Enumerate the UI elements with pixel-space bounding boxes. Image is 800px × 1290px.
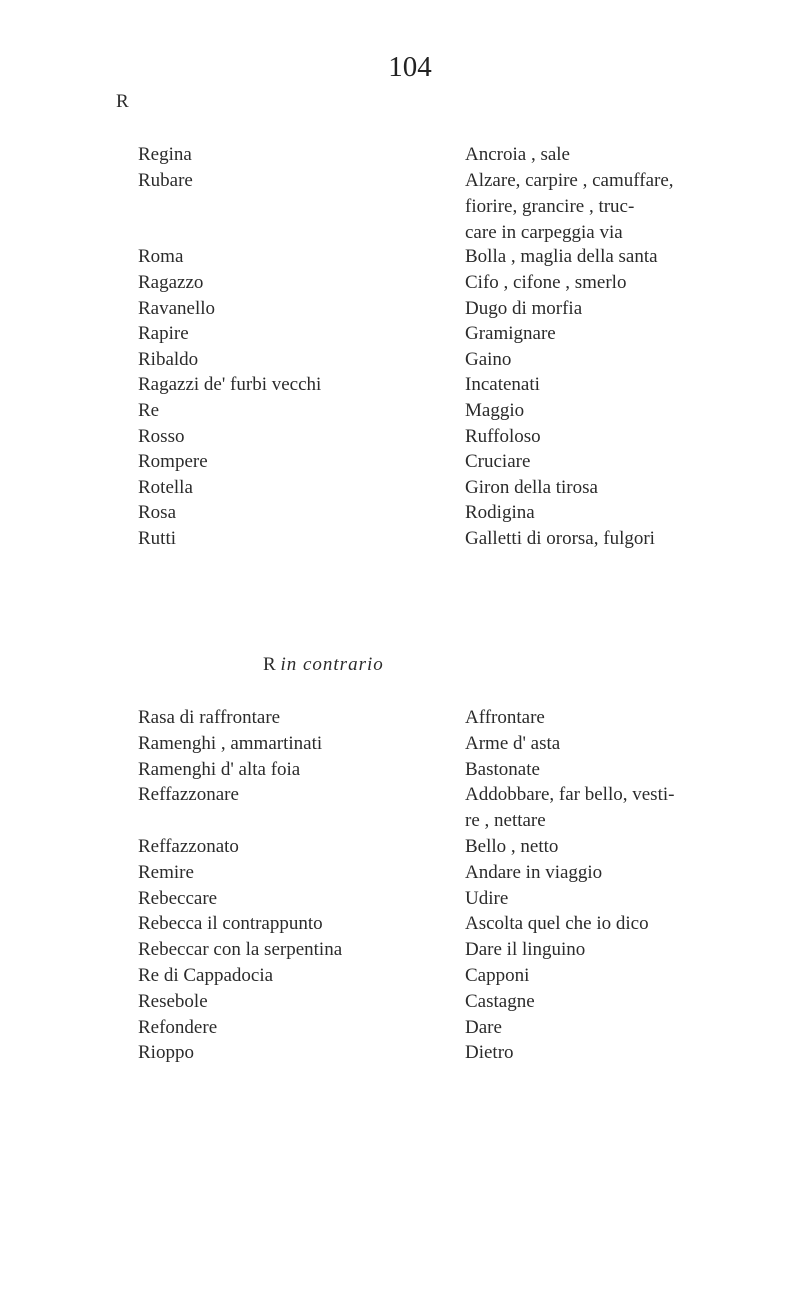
entry-gloss: Dare il linguino (465, 939, 586, 961)
entry-gloss: Castagne (465, 990, 535, 1012)
entry-term: Regina (138, 144, 192, 165)
entry-gloss: Andare in viaggio (465, 861, 603, 883)
entry-term: Ribaldo (138, 348, 199, 370)
entry-gloss: Cruciare (465, 451, 531, 473)
entry-term: Ramenghi , ammartinati (138, 732, 323, 754)
entry-term: Rosso (138, 425, 185, 447)
entry-term: Rotella (138, 476, 193, 498)
subheading (263, 652, 384, 678)
entry-term: Ragazzo (138, 272, 204, 293)
entry-term: Rasa di raffrontare (138, 707, 281, 728)
entry-term: Ramenghi d' alta foia (138, 758, 301, 780)
entry-term: Remire (138, 861, 194, 883)
entry-term: Refondere (138, 1016, 218, 1038)
entry-gloss: Affrontare (465, 707, 545, 728)
entry-term: Reffazzonato (138, 836, 239, 857)
entry-gloss: Addobbare, far bello, vesti- re , nettare (465, 784, 675, 832)
entry-gloss: Ancroia , sale (465, 144, 570, 165)
entry-term: Rebeccar con la serpentina (138, 939, 343, 961)
page-number: 104 (388, 51, 432, 83)
entry-gloss: Galletti di ororsa, fulgori (465, 528, 655, 549)
entry-gloss: Capponi (465, 965, 530, 986)
entry-gloss: Dare (465, 1016, 502, 1038)
entry-term: Rubare (138, 169, 193, 191)
entry-term: Resebole (138, 990, 208, 1012)
entry-gloss: Ascolta quel che io dico (465, 913, 649, 935)
entry-gloss: Alzare, carpire , camuffare, fiorire, grancire , truc- care in carpeggia via (465, 169, 674, 243)
section-letter: R (116, 91, 129, 112)
entry-term: Rioppo (138, 1042, 194, 1064)
entry-term: Reffazzonare (138, 784, 239, 806)
entry-gloss: Giron della tirosa (465, 476, 598, 498)
entry-term: Ravanello (138, 297, 216, 319)
entry-gloss: Incatenati (465, 374, 540, 396)
entry-gloss: Arme d' asta (465, 732, 561, 754)
entry-term: Roma (138, 246, 184, 268)
entry-gloss: Bolla , maglia della santa (465, 246, 658, 268)
entry-gloss: Dietro (465, 1042, 514, 1064)
entry-gloss: Maggio (465, 400, 525, 421)
entry-term: Re di Cappadocia (138, 965, 274, 986)
entry-gloss: Cifo , cifone , smerlo (465, 272, 627, 293)
entry-gloss: Bastonate (465, 758, 540, 780)
entry-gloss: Dugo di morfia (465, 297, 583, 319)
entry-gloss: Ruffoloso (465, 425, 541, 447)
entry-term: Rebeccare (138, 887, 218, 909)
entry-gloss: Rodigina (465, 502, 535, 524)
entry-term: Rosa (138, 502, 176, 524)
entry-gloss: Gaino (465, 348, 512, 370)
entry-gloss: Udire (465, 887, 509, 909)
subheading-text: in contrario (280, 654, 384, 675)
entry-gloss: Gramignare (465, 323, 556, 345)
entry-term: Ragazzi de' furbi vecchi (138, 374, 322, 396)
entry-term: Rapire (138, 323, 189, 345)
entry-gloss: Bello , netto (465, 836, 559, 857)
entry-term: Rompere (138, 451, 208, 473)
subheading-letter: R (263, 654, 276, 675)
entry-term: Rebecca il contrappunto (138, 913, 323, 935)
entry-term: Rutti (138, 528, 177, 549)
entry-term: Re (138, 400, 160, 421)
